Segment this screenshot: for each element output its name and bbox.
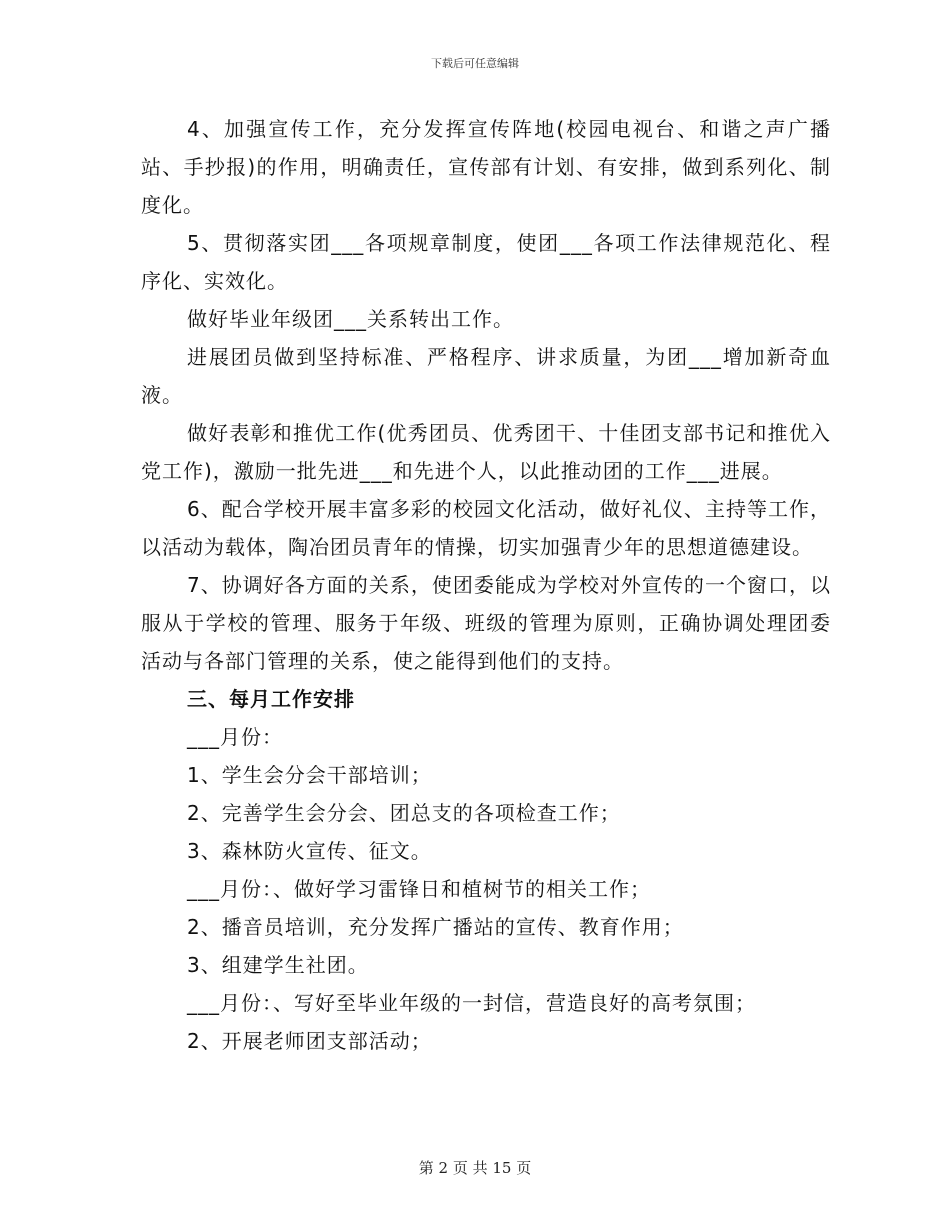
page-header: 下载后可任意编辑 [431,57,519,70]
list-item: 3、森林防火宣传、征文。 [187,839,432,863]
paragraph-6: 6、配合学校开展丰富多彩的校园文化活动，做好礼仪、主持等工作，以活动为载体，陶冶团员青年的情操，切实加强青少年的思想道德建设。 [141,497,831,559]
list-item: 2、播音员培训，充分发挥广播站的宣传、教育作用； [187,915,684,939]
list-item: 1、学生会分会干部培训； [187,763,432,787]
section-heading-monthly-plan: 三、每月工作安排 [187,687,355,711]
list-item: 3、组建学生社团。 [187,953,369,977]
month-label-3: ___月份：、写好至毕业年级的一封信，营造良好的高考氛围； [187,991,756,1015]
list-item: 2、完善学生会分会、团总支的各项检查工作； [187,801,621,825]
month-label-2: ___月份：、做好学习雷锋日和植树节的相关工作； [187,877,651,901]
month-label-1: ___月份： [187,725,283,749]
page-footer: 第 2 页 共 15 页 [418,1159,532,1177]
paragraph-4: 4、加强宣传工作，充分发挥宣传阵地(校园电视台、和谐之声广播站、手抄报)的作用，明确责任，宣传部有计划、有安排，做到系列化、制度化。 [141,117,831,217]
paragraph-commendation: 做好表彰和推优工作(优秀团员、优秀团干、十佳团支部书记和推优入党工作)，激励一批先进___和先进个人，以此推动团的工作___进展。 [141,421,831,483]
list-item: 2、开展老师团支部活动； [187,1029,432,1053]
paragraph-7: 7、协调好各方面的关系，使团委能成为学校对外宣传的一个窗口，以服从于学校的管理、服务于年级、班级的管理为原则，正确协调处理团委活动与各部门管理的关系，使之能得到他们的支持。 [141,573,831,673]
paragraph-graduation-transfer: 做好毕业年级团___关系转出工作。 [187,307,514,331]
paragraph-member-development: 进展团员做到坚持标准、严格程序、讲求质量，为团___增加新奇血液。 [141,345,831,407]
paragraph-5: 5、贯彻落实团___各项规章制度，使团___各项工作法律规范化、程序化、实效化。 [141,231,831,293]
document-body [141,110,831,1060]
